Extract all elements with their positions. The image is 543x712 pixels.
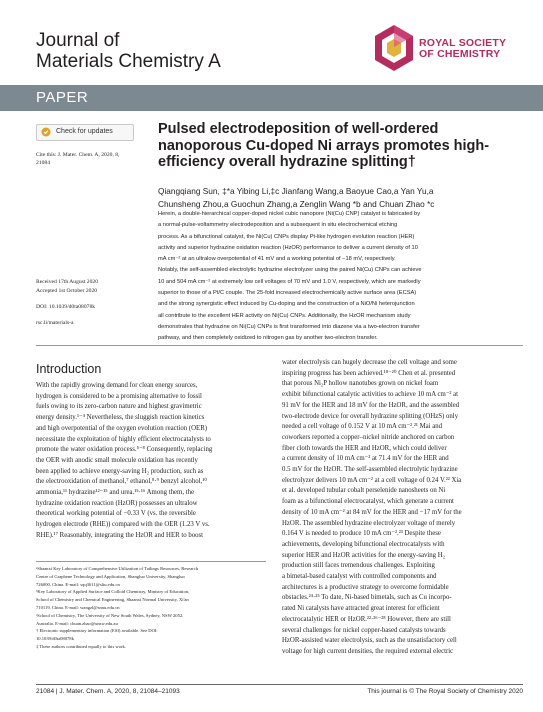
body-line: density of 10 mA cm⁻² at 84 mV for the HER and −17 mV for the xyxy=(282,508,462,516)
footnote-line: † Electronic supplementary information (ESI) available. See DOI: xyxy=(36,628,158,634)
abstract-line: all contribute to the excellent HER activity on Ni(Cu) CNPs. Additionally, the HzOR mechanism study xyxy=(158,312,411,319)
body-line: fiber cloth towards the HER and HzOR, which could deliver xyxy=(282,444,447,452)
body-line: several challenges for nickel copper-based catalysts towards xyxy=(282,626,446,634)
abstract-line: and the strong synergistic effect induced by Cu-doping and the construction of a NiO/Ni heterojunction xyxy=(158,301,415,308)
abstract-line: demonstrates that hydrazine on Ni(Cu) CNPs is first transformed into diazene via a two-electron transfer xyxy=(158,323,420,330)
abstract xyxy=(158,209,523,345)
footnote-line: 726000, China. E-mail: sqq3611@sltu.edu.cn xyxy=(36,581,120,587)
body-line: a bimetal-based catalyst with controlled components and xyxy=(282,573,437,581)
body-line: HzOR-assisted water electrolysis, such as the unsatisfactory cell xyxy=(282,637,457,645)
body-line: electrocatalytic HER or HzOR.²²·²⁶⁻²⁸ However, there are still xyxy=(282,615,451,623)
body-line: been applied to achieve energy-saving H₂ production, such as xyxy=(36,467,204,475)
body-line: With the rapidly growing demand for clean energy sources, xyxy=(36,382,198,389)
footnote-line: ᵃShaanxi Key Laboratory of Comprehensive Utilization of Tailings Resources, Research xyxy=(36,566,199,571)
footnote-line: ‡ These authors contributed equally to this work. xyxy=(36,643,126,649)
citation xyxy=(36,151,136,167)
check-for-updates-icon xyxy=(41,127,51,137)
body-line: a current density of 10 mA cm⁻² at 71.4 mV for the HER and xyxy=(282,455,449,463)
body-line: hydrogen is considered to be a promising alternative to fossil xyxy=(36,392,202,400)
body-line: ammonia,¹¹ hydrazine¹²⁻¹⁵ and urea.¹⁵·¹⁶ Among them, the xyxy=(36,489,195,497)
author-list xyxy=(158,185,523,210)
body-line: energy density.¹⁻⁴ Nevertheless, the sluggish reaction kinetics xyxy=(36,414,205,422)
left-column xyxy=(36,381,268,542)
article-title-line2: nanoporous Cu-doped Ni arrays promotes high- xyxy=(158,137,490,154)
abstract-line: 10 and 504 mA cm⁻² at extremely low cell voltages of 70 mV and 1.0 V, respectively, which are markedly xyxy=(158,278,421,285)
footnotes xyxy=(36,565,268,651)
footnote-line: 710119, China. E-mail: wangzl@snnu.edu.cn xyxy=(36,604,120,610)
check-for-updates-button[interactable] xyxy=(36,124,134,141)
body-line: foam as a bifunctional electrocatalyst, which generate a current xyxy=(282,498,454,506)
article-title-line3: efficiency overall hydrazine splitting† xyxy=(158,154,416,170)
publisher-logo[interactable] xyxy=(373,24,523,74)
author-line1: Qiangqiang Sun, ‡*a Yibing Li,‡c Jianfang Wang,a Baoyue Cao,a Yan Yu,a xyxy=(158,186,434,196)
journal-title-line1: Journal of xyxy=(36,30,120,51)
section-divider xyxy=(36,345,523,346)
abstract-line: a normal-pulse-voltammetry electrodeposition and a subsequent in situ electrochemical etching xyxy=(158,222,398,229)
abstract-line: superior to those of a Pt/C couple. The 25-fold increased electrochemically active surface area (ECSA) xyxy=(158,290,417,297)
body-line: needed a cell voltage of 0.152 V at 10 mA cm⁻².²¹ Mai and xyxy=(282,423,443,431)
body-line: 91 mV for the HER and 18 mV for the HzOR, and the assembled xyxy=(282,401,460,409)
abstract-line: Herein, a double-hierarchical copper-doped nickel cubic nanopore (Ni(Cu) CNP) catalyst is fabricated by xyxy=(158,211,421,217)
body-line: theoretical working potential of −0.33 V (vs. the reversible xyxy=(36,510,196,518)
body-line: production still faces tremendous challenges. Exploiting xyxy=(282,562,435,570)
accepted-date: Accepted 1st October 2020 xyxy=(36,288,98,294)
body-line: hydrazine oxidation reaction (HzOR) possesses an ultralow xyxy=(36,499,198,507)
rsc-crest-icon xyxy=(373,24,415,72)
abstract-line: process. As a bifunctional catalyst, the Ni(Cu) CNPs display Pt-like hydrogen evolution reaction (HER) xyxy=(158,233,415,240)
page-footer-right: This journal is © The Royal Society of Chemistry 2020 xyxy=(367,688,523,695)
body-line: 0.164 V is needed to produce 10 mA cm⁻².²³ Despite these xyxy=(282,530,441,538)
page-footer-left: 21084 | J. Mater. Chem. A, 2020, 8, 21084–21093 xyxy=(36,688,180,695)
abstract-line: activity and superior hydrazine oxidation reaction (HzOR) performance to deliver a current density of 10 xyxy=(158,244,418,251)
body-line: the electrooxidation of methanol,⁷ ethanol,⁸·⁹ benzyl alcohol,¹⁰ xyxy=(36,478,207,486)
publisher-name-line2: OF CHEMISTRY xyxy=(419,48,501,60)
introduction-heading: Introduction xyxy=(36,362,102,376)
footnote-line: ᵇKey Laboratory of Applied Surface and Colloid Chemistry, Ministry of Education, xyxy=(36,589,190,595)
body-line: electrolyzer delivers 10 mA cm⁻² at a cell voltage of 0.24 V.²² Xia xyxy=(282,476,462,484)
footnote-line: ᶜSchool of Chemistry, The University of New South Wales, Sydney, NSW 2052, xyxy=(36,612,184,618)
footnote-line: 10.1039/d0ta08078k xyxy=(36,636,74,642)
journal-link[interactable]: rsc.li/materials-a xyxy=(36,320,74,326)
publisher-name-line1: ROYAL SOCIETY xyxy=(419,37,507,49)
body-line: fuels owing to its zero-carbon nature and highest gravimetric xyxy=(36,403,202,411)
body-line: 0.5 mV for the HzOR. The self-assembled electrolytic hydrazine xyxy=(282,466,458,474)
page-footer-rule xyxy=(36,684,523,685)
body-line: the OER with anodic small molecule oxidation has recently xyxy=(36,456,198,464)
check-for-updates-label: Check for updates xyxy=(56,128,113,135)
body-line: necessitate the exploitation of highly efficient electrocatalysts to xyxy=(36,435,211,443)
footnote-line: Centre of Graphene Technology and Application, Shangluo University, Shangluo xyxy=(36,573,185,579)
article-type-banner xyxy=(0,85,543,111)
body-line: coworkers reported a copper–nickel nitride anchored on carbon xyxy=(282,433,455,441)
article-title xyxy=(158,121,518,171)
footnote-rule xyxy=(36,561,266,562)
abstract-line: Notably, the self-assembled electrolytic hydrazine electrolyzer using the paired Ni(Cu) CNPs can achieve xyxy=(158,267,422,274)
author-line2: Chunsheng Zhou,a Guochun Zhang,a Zenglin Wang *b and Chuan Zhao *c xyxy=(158,198,435,209)
body-line: achievements, developing bifunctional electrocatalysts with xyxy=(282,540,445,548)
article-type-label: PAPER xyxy=(36,89,89,106)
body-line: two-electrode device for overall hydrazine splitting (OHzS) only xyxy=(282,412,459,420)
journal-title-line2: Materials Chemistry A xyxy=(36,51,221,72)
abstract-line: pathway, and then completely oxidized to nitrogen gas by another two-electron transfer. xyxy=(158,335,378,342)
body-line: hydrogen electrode (RHE)) compared with the OER (1.23 V vs. xyxy=(36,521,210,529)
journal-title xyxy=(36,30,221,72)
body-line: architectures is a productive strategy to overcome formidable xyxy=(282,583,449,591)
footnote-line: Australia. E-mail: chuan.zhao@unsw.edu.au xyxy=(36,620,118,626)
body-line: exhibit bifunctional catalytic activities to achieve 10 mA cm⁻² at xyxy=(282,391,459,399)
body-line: water electrolysis can hugely decrease the cell voltage and some xyxy=(282,359,457,366)
body-line: inspiring progress has been achieved.¹⁸⁻²⁰ Chen et al. presented xyxy=(282,369,456,377)
right-column xyxy=(282,358,523,658)
body-line: obstacles.²⁴·²⁵ To date, Ni-based bimetals, such as Cu incorpo- xyxy=(282,594,452,602)
body-line: voltage for high current densities, the required external electric xyxy=(282,647,454,655)
body-line: superior HER and HzOR activities for the energy-saving H₂ xyxy=(282,551,446,559)
footnote-line: School of Chemistry and Chemical Engineering, Shaanxi Normal University, Xi'an xyxy=(36,597,189,603)
body-line: that porous Ni₂P hollow nanotubes grown on nickel foam xyxy=(282,380,439,388)
abstract-line: mA cm⁻² at an ultralow overpotential of 41 mV and a working potential of −18 mV, respectively. xyxy=(158,256,396,263)
body-line: RHE).¹⁷ Reasonably, integrating the HzOR and HER to boost xyxy=(36,531,204,539)
received-date: Received 17th August 2020 xyxy=(36,279,98,285)
body-line: and high overpotential of the oxygen evolution reaction (OER) xyxy=(36,424,208,432)
citation-line2: 21084 xyxy=(36,160,50,166)
body-line: rated Ni catalysts have attracted great interest for efficient xyxy=(282,605,440,613)
body-line: promote the water oxidation process.⁵⁻⁸ Consequently, replacing xyxy=(36,446,213,454)
doi[interactable]: DOI: 10.1039/d0ta08078k xyxy=(36,304,96,310)
body-line: HzOR. The assembled hydrazine electrolyzer voltage of merely xyxy=(282,519,456,527)
citation-line1: Cite this: J. Mater. Chem. A, 2020, 8, xyxy=(36,152,120,158)
body-line: et al. developed tubular cobalt perselenide nanosheets on Ni xyxy=(282,487,446,495)
article-title-line1: Pulsed electrodeposition of well-ordered xyxy=(158,121,439,137)
